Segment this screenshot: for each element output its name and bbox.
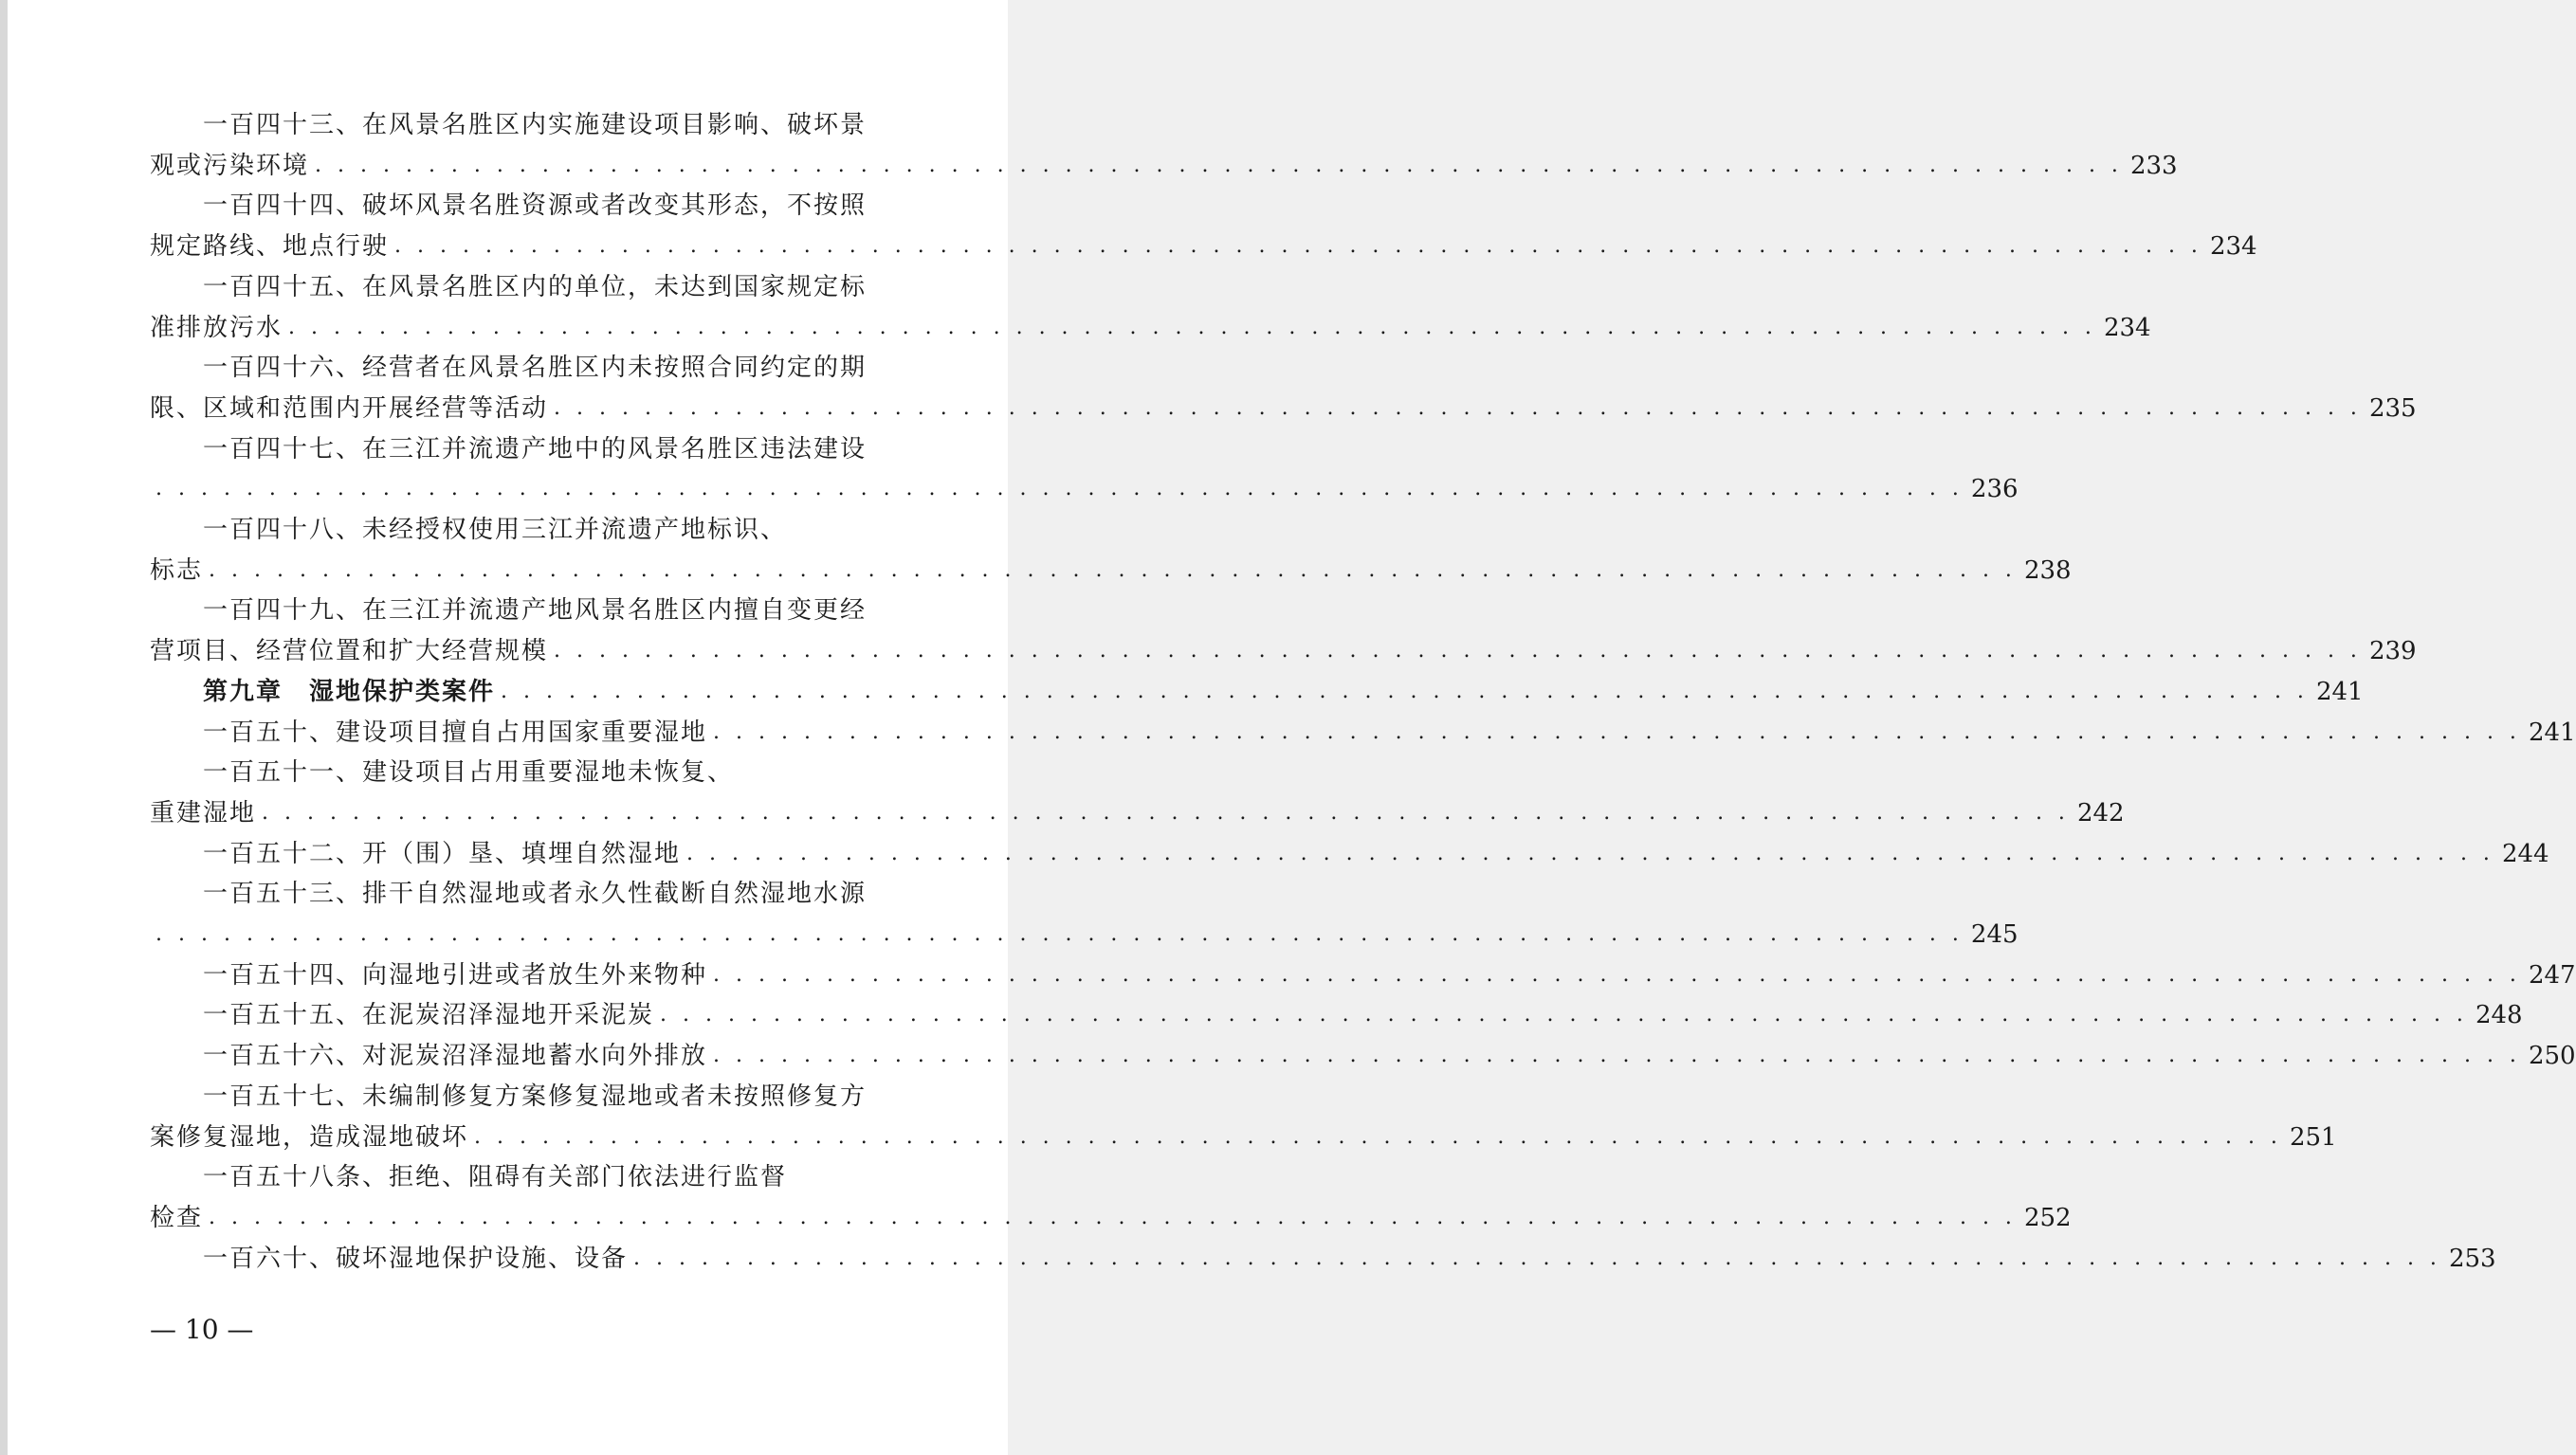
toc-entry-line	[150, 310, 2151, 346]
toc-entry-title: 一百四十五、在风景名胜区内的单位，未达到国家规定标	[203, 272, 868, 301]
toc-entry-line	[150, 957, 2576, 993]
toc-entry-title: 规定路线、地点行驶	[150, 232, 390, 262]
toc-page-number: 248	[2475, 1001, 2523, 1030]
leader-dots: . . . . . . . . . . . . . . . . . . . . . . . . . . . . . . . . . . . . . . . . . . . . . . . . . . . . . . . . . . . . . . . . . . . . . . . . . . . . . . . .	[474, 1124, 2282, 1149]
toc-entry-line	[150, 269, 866, 305]
toc-entry-title: 重建湿地	[150, 798, 257, 828]
page-number: — 10 —	[150, 1314, 254, 1345]
toc-page-number: 252	[2023, 1203, 2072, 1232]
toc-entry-title: 一百四十七、在三江并流遗产地中的风景名胜区违法建设	[203, 434, 868, 464]
toc-entry-title: 准排放污水	[150, 313, 283, 342]
toc-page-number: 234	[2209, 232, 2257, 262]
toc-entry-line	[150, 512, 866, 548]
toc-page-number: 233	[2129, 151, 2178, 180]
toc-entry-title: 一百五十二、开（围）垦、填埋自然湿地	[203, 839, 682, 868]
toc-entry-line	[150, 795, 2125, 831]
toc-page-number: 239	[2368, 637, 2417, 666]
toc-entry-title: 一百四十四、破坏风景名胜资源或者改变其形态，不按照	[203, 191, 868, 221]
toc-page-number: 251	[2289, 1122, 2337, 1152]
leader-dots: . . . . . . . . . . . . . . . . . . . . . . . . . . . . . . . . . . . . . . . . . . . . . . . . . . . . . . . . . . . . . . . . . . . . . . . . . . . . . . . .	[288, 315, 2096, 339]
toc-entry-title: 一百五十六、对泥炭沼泽湿地蓄水向外排放	[203, 1042, 708, 1071]
toc-entry-line	[150, 391, 2417, 427]
toc-page-number: 245	[1970, 920, 2019, 949]
toc-page-number: 241	[2528, 718, 2576, 747]
toc-entry-line	[150, 674, 2364, 710]
toc-page-number: 247	[2528, 960, 2576, 990]
toc-entry-line	[150, 592, 866, 628]
toc-entry-line	[150, 1119, 2337, 1155]
leader-dots: . . . . . . . . . . . . . . . . . . . . . . . . . . . . . . . . . . . . . . . . . . . . . . . . . . . . . . . . . . . . . . . . . . . . . . . . . . . . . . . .	[713, 962, 2521, 987]
toc-entry-title: 案修复湿地，造成湿地破坏	[150, 1122, 469, 1152]
leader-dots: . . . . . . . . . . . . . . . . . . . . . . . . . . . . . . . . . . . . . . . . . . . . . . . . . . . . . . . . . . . . . . . . . . . . . . . . . . . . . . . .	[315, 153, 2123, 177]
toc-entry-line	[150, 1079, 866, 1115]
leader-dots: . . . . . . . . . . . . . . . . . . . . . . . . . . . . . . . . . . . . . . . . . . . . . . . . . . . . . . . . . . . . . . . . . . . . . . . . . . . . . . . .	[713, 1044, 2521, 1068]
toc-entry-title: 一百五十四、向湿地引进或者放生外来物种	[203, 960, 708, 990]
leader-dots: . . . . . . . . . . . . . . . . . . . . . . . . . . . . . . . . . . . . . . . . . . . . . . . . . . . . . . . . . . . . . . . . . . . . . . . . . . . . . . . .	[713, 719, 2521, 744]
leader-dots: . . . . . . . . . . . . . . . . . . . . . . . . . . . . . . . . . . . . . . . . . . . . . . . . . . . . . . . . . . . . . . . . . . . . . . . . . . . . . . . .	[660, 1003, 2468, 1028]
leader-dots: . . . . . . . . . . . . . . . . . . . . . . . . . . . . . . . . . . . . . . . . . . . . . . . . . . . . . . . . . . . . . . . . . . . . . . . . . . . . . . . .	[155, 477, 1964, 501]
leader-dots: . . . . . . . . . . . . . . . . . . . . . . . . . . . . . . . . . . . . . . . . . . . . . . . . . . . . . . . . . . . . . . . . . . . . . . . . . . . . . . . .	[394, 234, 2202, 259]
toc-page-number: 241	[2315, 677, 2364, 706]
toc-page-number: 250	[2528, 1042, 2576, 1071]
toc-entry-line	[150, 633, 2417, 669]
toc-entry-title: 标志	[150, 555, 204, 585]
toc-entry-line	[150, 148, 2178, 184]
toc-entry-title: 一百五十、建设项目擅自占用国家重要湿地	[203, 718, 708, 747]
page-edge	[0, 0, 8, 1455]
toc-entry-title: 一百五十八条、拒绝、阻碍有关部门依法进行监督	[203, 1163, 788, 1192]
toc-entry-title: 观或污染环境	[150, 151, 310, 180]
toc-entry-title: 一百五十七、未编制修复方案修复湿地或者未按照修复方	[203, 1082, 868, 1111]
toc-entry-title: 一百四十三、在风景名胜区内实施建设项目影响、破坏景	[203, 111, 868, 139]
toc-page-number: 238	[2023, 555, 2072, 585]
toc-entry-line	[150, 350, 866, 386]
leader-dots: . . . . . . . . . . . . . . . . . . . . . . . . . . . . . . . . . . . . . . . . . . . . . . . . . . . . . . . . . . . . . . . . . . . . . . . . . . . . . . . .	[633, 1246, 2441, 1270]
leader-dots: . . . . . . . . . . . . . . . . . . . . . . . . . . . . . . . . . . . . . . . . . . . . . . . . . . . . . . . . . . . . . . . . . . . . . . . . . . . . . . . .	[554, 395, 2362, 420]
toc-entry-title: 一百四十八、未经授权使用三江并流遗产地标识、	[203, 516, 788, 544]
leader-dots: . . . . . . . . . . . . . . . . . . . . . . . . . . . . . . . . . . . . . . . . . . . . . . . . . . . . . . . . . . . . . . . . . . . . . . . . . . . . . . . .	[209, 557, 2017, 582]
toc-entry-line	[150, 836, 2549, 872]
toc-entry-title: 一百五十三、排干自然湿地或者永久性截断自然湿地水源	[203, 880, 868, 909]
toc-entry-line	[150, 553, 2072, 589]
toc-entry-title: 检查	[150, 1203, 204, 1232]
toc-entry-title: 限、区域和范围内开展经营等活动	[150, 393, 549, 423]
toc-entry-line	[150, 471, 2019, 507]
leader-dots: . . . . . . . . . . . . . . . . . . . . . . . . . . . . . . . . . . . . . . . . . . . . . . . . . . . . . . . . . . . . . . . . . . . . . . . . . . . . . . . .	[686, 841, 2494, 865]
toc-entry-line	[150, 188, 866, 224]
toc-entry-title: 一百四十九、在三江并流遗产地风景名胜区内擅自变更经	[203, 596, 868, 626]
toc-page-number: 242	[2076, 798, 2125, 828]
leader-dots: . . . . . . . . . . . . . . . . . . . . . . . . . . . . . . . . . . . . . . . . . . . . . . . . . . . . . . . . . . . . . . . . . . . . . . . . . . . . . . . .	[262, 800, 2070, 825]
toc-entry-line	[150, 997, 2523, 1033]
toc-entry-title: 一百六十、破坏湿地保护设施、设备	[203, 1244, 629, 1273]
toc-entry-line	[150, 228, 2257, 264]
toc-page-number: 244	[2501, 839, 2549, 868]
leader-dots: . . . . . . . . . . . . . . . . . . . . . . . . . . . . . . . . . . . . . . . . . . . . . . . . . . . . . . . . . . . . . . . . . . . . . . . . . . . . . . . .	[554, 639, 2362, 664]
toc-entry-line	[150, 1159, 866, 1195]
toc-entry-title: 一百五十一、建设项目占用重要湿地未恢复、	[203, 758, 735, 788]
toc-page-number: 253	[2448, 1244, 2496, 1273]
leader-dots: . . . . . . . . . . . . . . . . . . . . . . . . . . . . . . . . . . . . . . . . . . . . . . . . . . . . . . . . . . . . . . . . . . . . . . . . . . . . . . . .	[209, 1205, 2017, 1229]
toc-page-number: 236	[1970, 475, 2019, 504]
toc-entry-line	[150, 1038, 2576, 1074]
leader-dots: . . . . . . . . . . . . . . . . . . . . . . . . . . . . . . . . . . . . . . . . . . . . . . . . . . . . . . . . . . . . . . . . . . . . . . . . . . . . . . . .	[501, 679, 2309, 703]
toc-entry-title: 营项目、经营位置和扩大经营规模	[150, 637, 549, 666]
toc-page-number: 234	[2103, 313, 2151, 342]
leader-dots: . . . . . . . . . . . . . . . . . . . . . . . . . . . . . . . . . . . . . . . . . . . . . . . . . . . . . . . . . . . . . . . . . . . . . . . . . . . . . . . .	[155, 922, 1964, 946]
chapter-title: 第九章 湿地保护类案件	[203, 677, 496, 706]
toc-entry-title: 一百四十六、经营者在风景名胜区内未按照合同约定的期	[203, 354, 868, 383]
toc-entry-title: 一百五十五、在泥炭沼泽湿地开采泥炭	[203, 1001, 655, 1030]
toc-entry-line	[150, 755, 866, 791]
toc-entry-line	[150, 715, 2576, 751]
toc-entry-line	[150, 431, 866, 467]
toc-entry-line	[150, 107, 866, 143]
toc-entry-line	[150, 1241, 2496, 1277]
toc-entry-line	[150, 1200, 2072, 1236]
toc-entry-line	[150, 917, 2019, 953]
toc-entry-line	[150, 876, 866, 912]
toc-page-number: 235	[2368, 393, 2417, 423]
